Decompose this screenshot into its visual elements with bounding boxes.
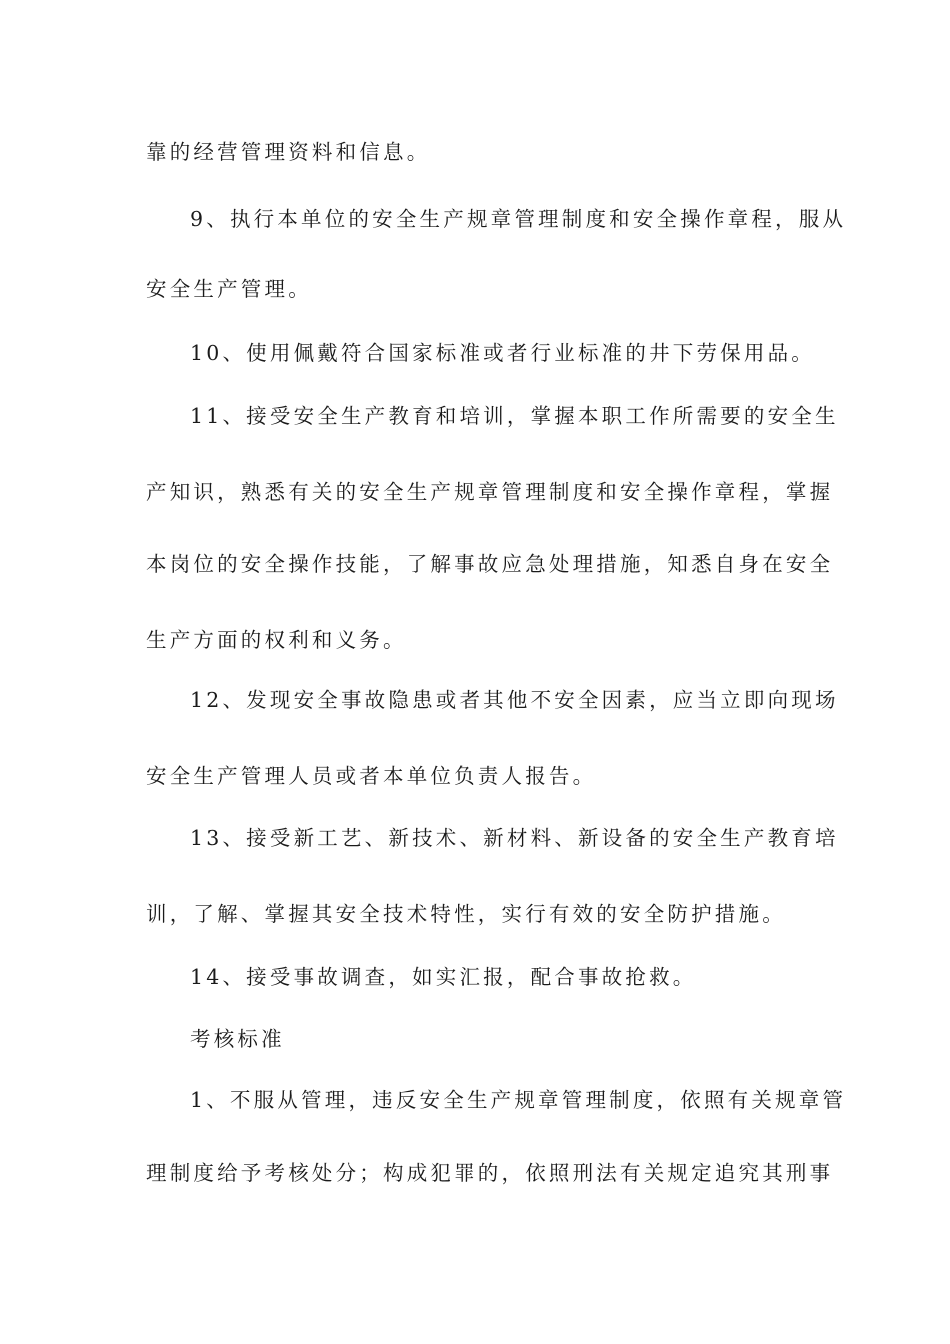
paragraph-line: 安全生产管理。 (146, 277, 312, 301)
paragraph-line: 产知识，熟悉有关的安全生产规章管理制度和安全操作章程，掌握 (146, 480, 834, 504)
paragraph-line: 9、执行本单位的安全生产规章管理制度和安全操作章程，服从 (190, 207, 847, 231)
paragraph-line: 训，了解、掌握其安全技术特性，实行有效的安全防护措施。 (146, 902, 786, 926)
paragraph-line: 靠的经营管理资料和信息。 (146, 140, 431, 164)
paragraph-line: 安全生产管理人员或者本单位负责人报告。 (146, 764, 597, 788)
paragraph-line: 生产方面的权利和义务。 (146, 628, 407, 652)
paragraph-line: 本岗位的安全操作技能，了解事故应急处理措施，知悉自身在安全 (146, 552, 834, 576)
paragraph-line: 13、接受新工艺、新技术、新材料、新设备的安全生产教育培 (190, 826, 839, 850)
paragraph-line: 理制度给予考核处分；构成犯罪的，依照刑法有关规定追究其刑事 (146, 1161, 834, 1185)
paragraph-line: 1、不服从管理，违反安全生产规章管理制度，依照有关规章管 (190, 1088, 847, 1112)
paragraph-line: 14、接受事故调查，如实汇报，配合事故抢救。 (190, 965, 697, 989)
section-heading: 考核标准 (190, 1027, 285, 1051)
paragraph-line: 10、使用佩戴符合国家标准或者行业标准的井下劳保用品。 (190, 341, 815, 365)
paragraph-line: 11、接受安全生产教育和培训，掌握本职工作所需要的安全生 (190, 404, 839, 428)
paragraph-line: 12、发现安全事故隐患或者其他不安全因素，应当立即向现场 (190, 688, 839, 712)
